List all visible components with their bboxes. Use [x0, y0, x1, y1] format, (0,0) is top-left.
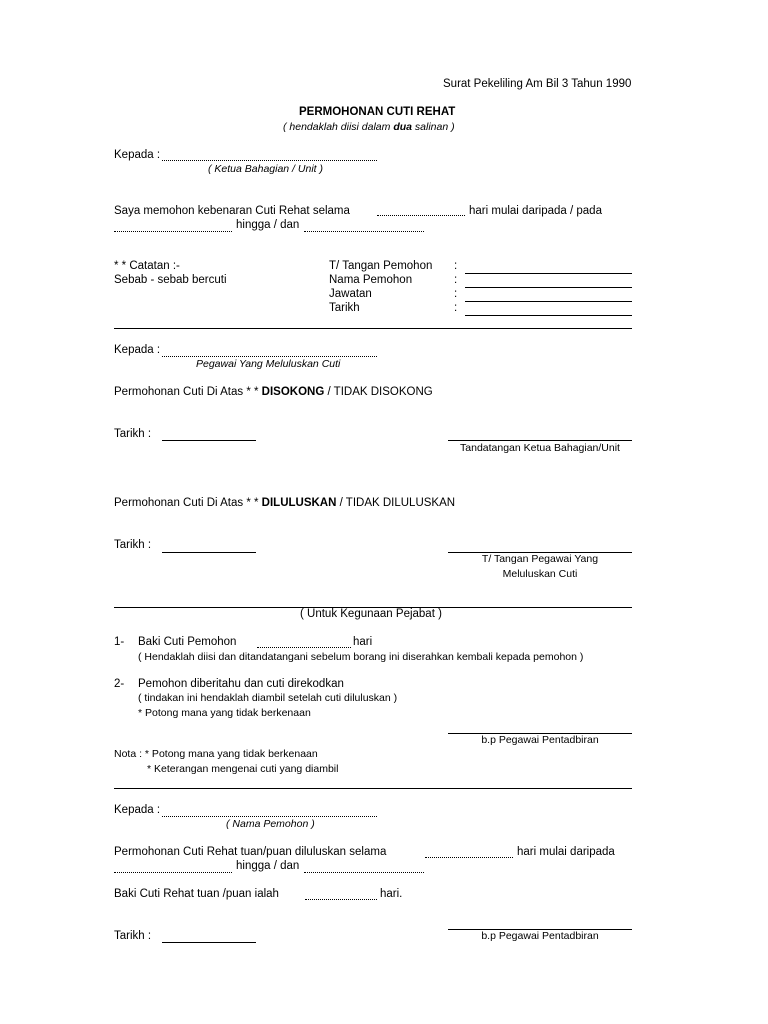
- date-field[interactable]: [465, 315, 632, 316]
- tarikh-field[interactable]: [162, 440, 256, 441]
- nota-1: Nota : * Potong mana yang tidak berkenaan: [114, 748, 318, 760]
- item2-label: Pemohon diberitahu dan cuti direkodkan: [138, 678, 344, 690]
- approve-line: Permohonan Cuti Di Atas * * DILULUSKAN / TIDAK DILULUSKAN: [114, 497, 456, 509]
- colon: :: [454, 260, 458, 272]
- section-divider: [114, 328, 632, 329]
- balance-field[interactable]: [305, 899, 377, 900]
- baki-tail: hari.: [380, 888, 403, 900]
- support-signature-label: Tandatangan Ketua Bahagian/Unit: [460, 442, 620, 454]
- position-field[interactable]: [465, 301, 632, 302]
- circular-reference: Surat Pekeliling Am Bil 3 Tahun 1990: [443, 78, 632, 90]
- approved-tail: hari mulai daripada: [517, 846, 615, 858]
- section-divider: [114, 788, 632, 789]
- admin-signature-label: b.p Pegawai Pentadbiran: [481, 930, 599, 942]
- colon: :: [454, 302, 458, 314]
- days-field[interactable]: [377, 215, 465, 216]
- leave-balance-field[interactable]: [257, 647, 351, 648]
- kepada-hint: ( Nama Pemohon ): [226, 818, 315, 830]
- colon: :: [454, 288, 458, 300]
- approved-days-field[interactable]: [425, 857, 513, 858]
- tarikh-label: Tarikh :: [114, 539, 152, 551]
- kepada-label: Kepada :: [114, 804, 161, 816]
- item2-note2: * Potong mana yang tidak berkenaan: [138, 707, 311, 719]
- sebab-label: Sebab - sebab bercuti: [114, 274, 227, 286]
- tarikh-field[interactable]: [162, 552, 256, 553]
- item1-label: Baki Cuti Pemohon: [138, 636, 237, 648]
- tarikh-label: Tarikh :: [114, 428, 152, 440]
- baki-text: Baki Cuti Rehat tuan /puan ialah: [114, 888, 279, 900]
- item2-number: 2-: [114, 678, 125, 690]
- start-date-field[interactable]: [114, 231, 232, 232]
- form-subtitle: ( hendaklah diisi dalam dua salinan ): [283, 121, 455, 133]
- kepada-hint: ( Ketua Bahagian / Unit ): [208, 163, 323, 175]
- signature-label: T/ Tangan Pemohon: [329, 260, 433, 272]
- approved-start-field[interactable]: [114, 872, 232, 873]
- office-heading: ( Untuk Kegunaan Pejabat ): [300, 608, 442, 620]
- position-label: Jawatan: [329, 288, 372, 300]
- support-line: Permohonan Cuti Di Atas * * DISOKONG / TIDAK DISOKONG: [114, 386, 433, 398]
- kepada-field[interactable]: [162, 160, 377, 161]
- approved-text: Permohonan Cuti Rehat tuan/puan diluluskan selama: [114, 846, 387, 858]
- admin-signature-label: b.p Pegawai Pentadbiran: [481, 734, 599, 746]
- approve-signature-label-2: Meluluskan Cuti: [502, 568, 578, 580]
- approved-end-field[interactable]: [304, 872, 424, 873]
- end-date-field[interactable]: [304, 231, 424, 232]
- date-label: Tarikh: [329, 302, 360, 314]
- signature-field[interactable]: [465, 273, 632, 274]
- tarikh-field[interactable]: [162, 942, 256, 943]
- request-text: Saya memohon kebenaran Cuti Rehat selama: [114, 205, 350, 217]
- kepada-hint: Pegawai Yang Meluluskan Cuti: [196, 358, 341, 370]
- name-field[interactable]: [465, 287, 632, 288]
- tarikh-label: Tarikh :: [114, 930, 152, 942]
- request-tail: hari mulai daripada / pada: [469, 205, 602, 217]
- item1-number: 1-: [114, 636, 125, 648]
- kepada-label: Kepada :: [114, 149, 161, 161]
- hingga-label: hingga / dan: [236, 860, 300, 872]
- catatan-label: * * Catatan :-: [114, 260, 180, 272]
- kepada-label: Kepada :: [114, 344, 161, 356]
- item1-note: ( Hendaklah diisi dan ditandatangani sebelum borang ini diserahkan kembali kepada pemohon ): [138, 651, 584, 663]
- item1-unit: hari: [353, 636, 373, 648]
- form-title: PERMOHONAN CUTI REHAT: [299, 106, 456, 118]
- name-label: Nama Pemohon: [329, 274, 413, 286]
- hingga-label: hingga / dan: [236, 219, 300, 231]
- approve-signature-label-1: T/ Tangan Pegawai Yang: [481, 553, 599, 565]
- nota-2: * Keterangan mengenai cuti yang diambil: [147, 763, 339, 775]
- item2-note: ( tindakan ini hendaklah diambil setelah cuti diluluskan ): [138, 692, 398, 704]
- colon: :: [454, 274, 458, 286]
